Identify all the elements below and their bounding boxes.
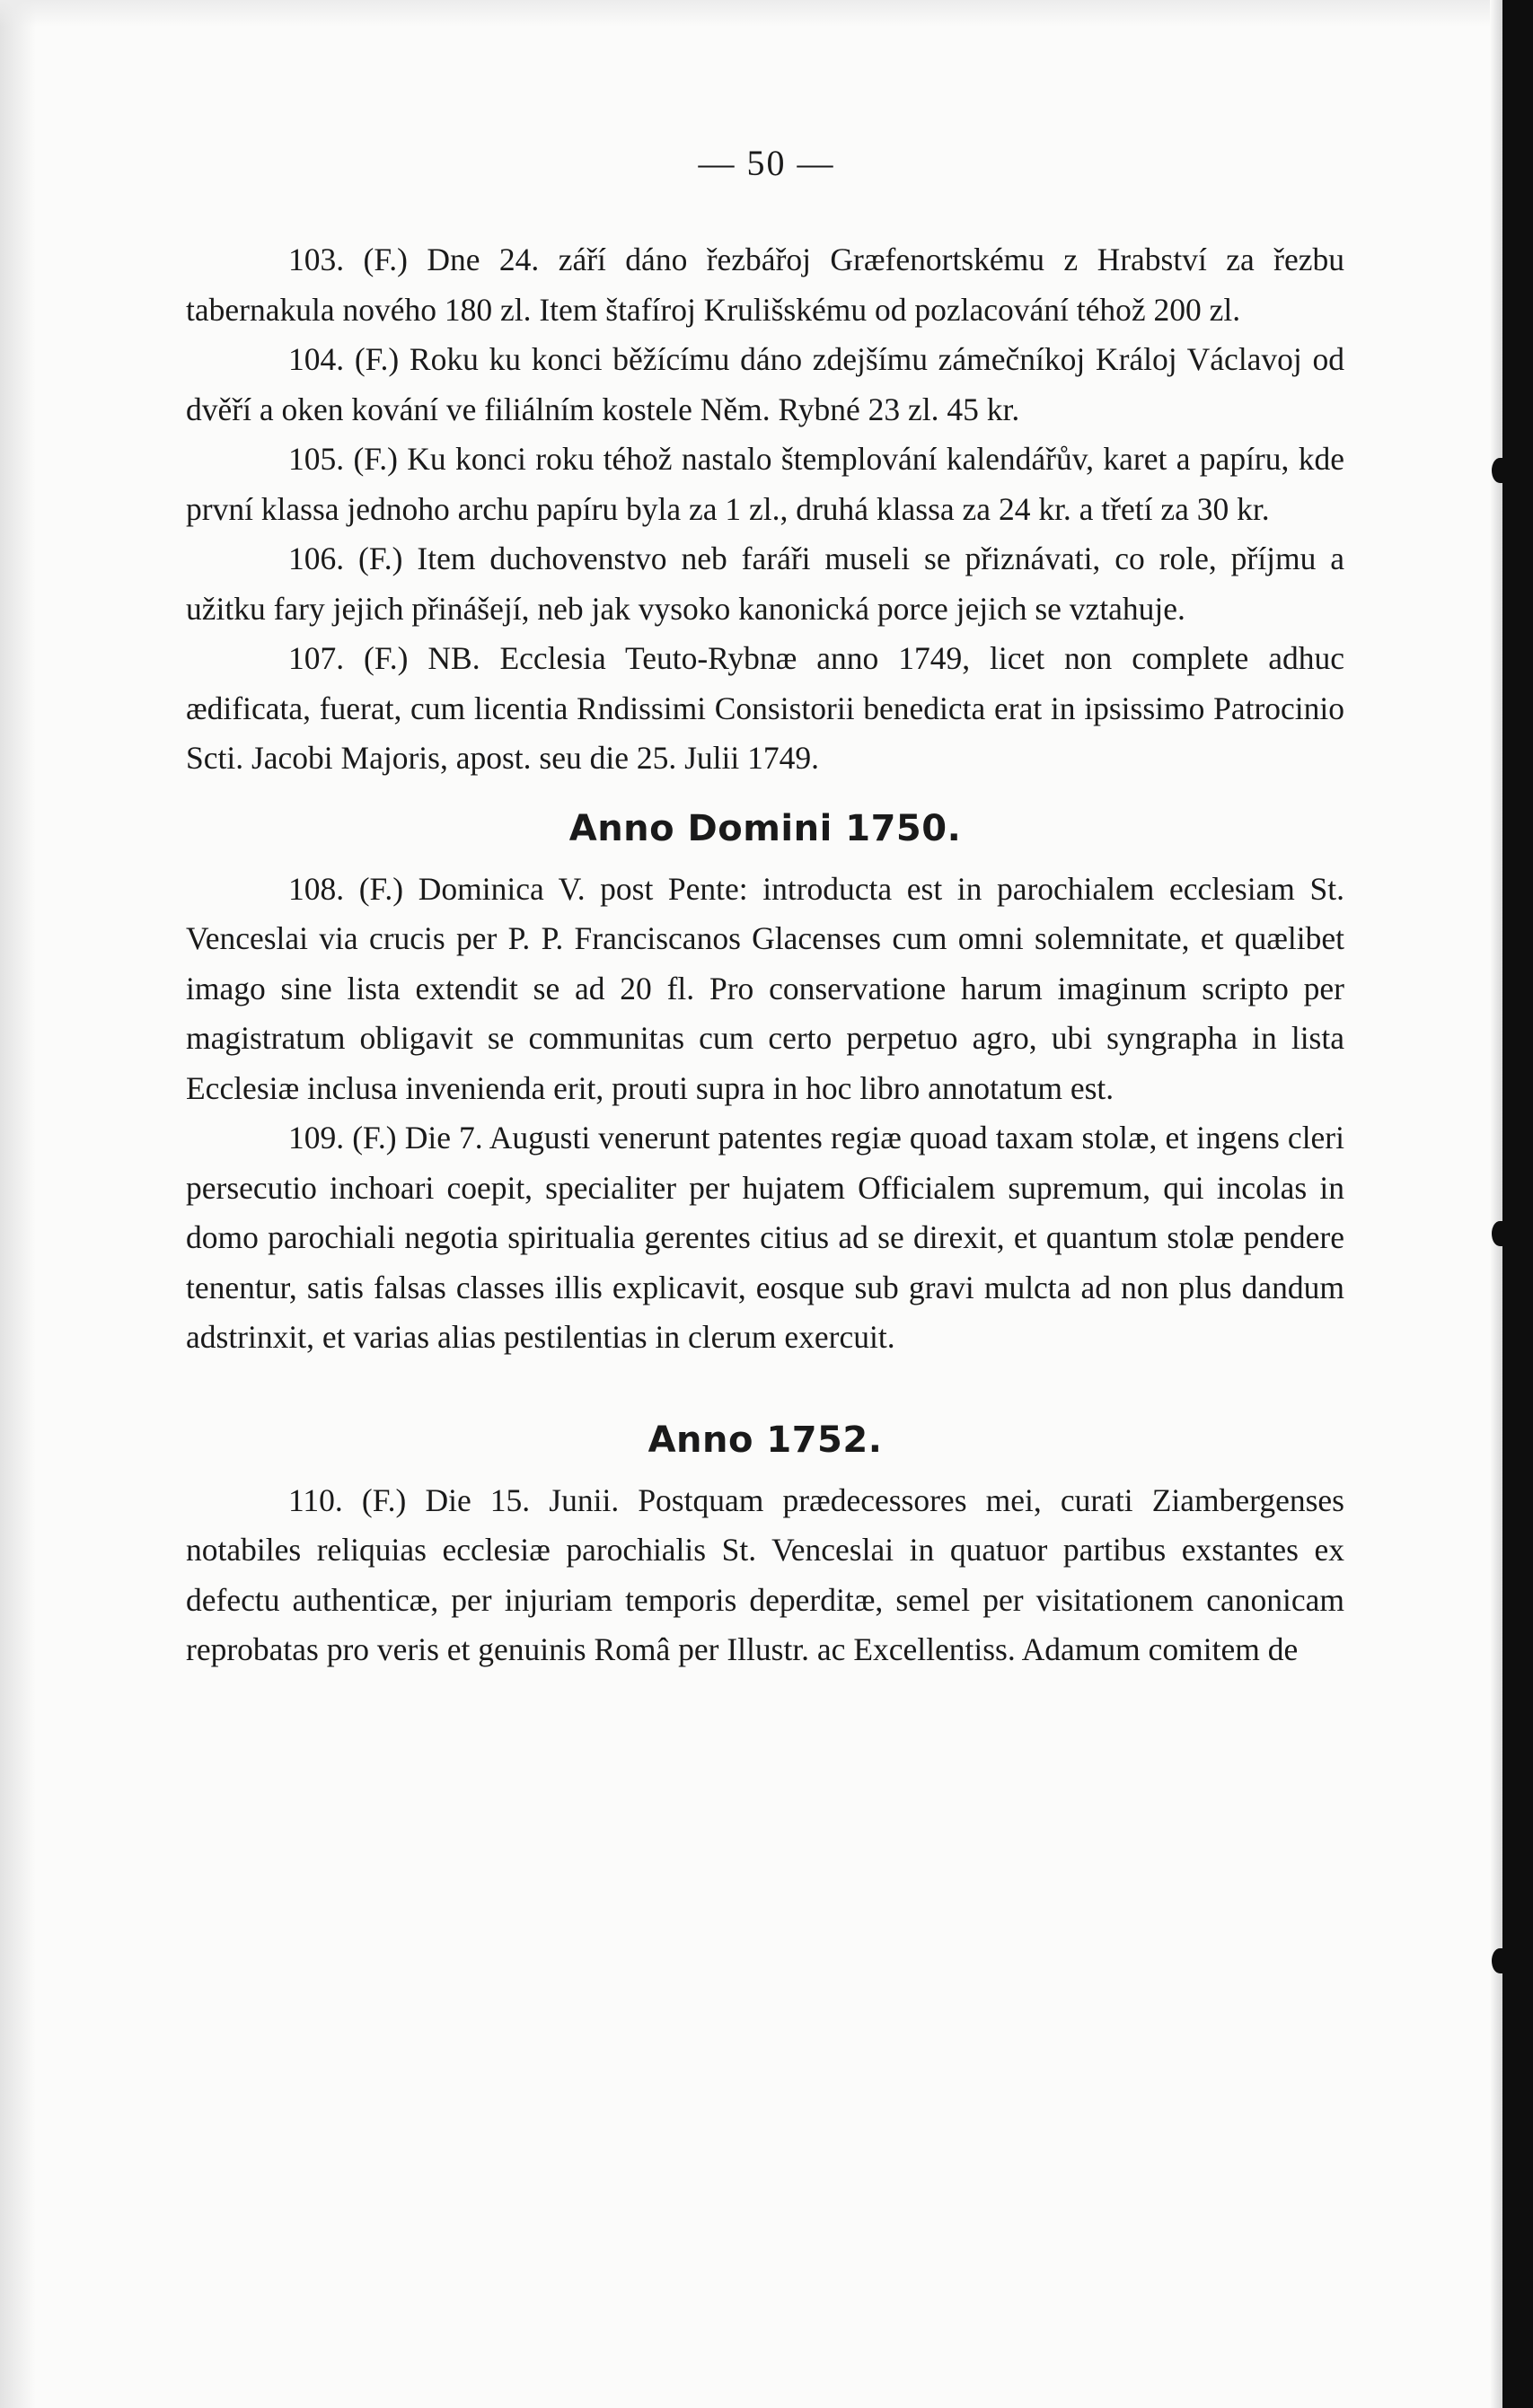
- section-heading-1750: Anno Domini 1750.: [568, 807, 962, 849]
- paragraph-105: 105. (F.) Ku konci roku téhož nastalo štemplování kalendářův, karet a papíru, kde první klassa jednoho archu papíru byla za 1 zl., druhá klassa za 24 kr. a třetí za 30 kr.: [186, 441, 1344, 527]
- binding-mark: [1492, 1948, 1508, 1973]
- page-text: [186, 235, 1344, 1675]
- paragraph-110: 110. (F.) Die 15. Junii. Postquam prædecessores mei, curati Ziambergenses notabiles reliquias ecclesiæ parochialis St. Venceslai in quatuor partibus exstantes ex defectu authenticæ, per injuriam temporis deperditæ, semel per visitationem canonicam reprobatas pro veris et genuinis Româ per Illustr. ac Excellentiss. Adamum comitem de: [186, 1481, 1344, 1667]
- binding-gutter: [1490, 0, 1502, 2408]
- paragraph-104: 104. (F.) Roku ku konci běžícímu dáno zdejšímu zámečníkoj Králoj Václavoj od dvěří a oken kování ve filiálním kostele Něm. Rybné 23 zl. 45 kr.: [186, 341, 1344, 427]
- binding-strip: [1502, 0, 1533, 2408]
- binding-mark: [1492, 1221, 1508, 1246]
- page-number: — 50 —: [698, 143, 835, 183]
- paragraph-106: 106. (F.) Item duchovenstvo neb faráři museli se přiznávati, co role, příjmu a užitku fary jejich přinášejí, neb jak vysoko kanonická porce jejich se vztahuje.: [186, 540, 1344, 627]
- paragraph-103: 103. (F.) Dne 24. září dáno řezbářoj Græfenortskému z Hrabství za řezbu tabernakula nového 180 zl. Item štafíroj Krulišskému od pozlacování téhož 200 zl.: [186, 242, 1344, 328]
- page-edge-shadow: [0, 0, 36, 2408]
- page-top-shadow: [0, 0, 1533, 27]
- section-heading-1752: Anno 1752.: [648, 1419, 883, 1461]
- paragraph-109: 109. (F.) Die 7. Augusti venerunt patentes regiæ quoad taxam stolæ, et ingens cleri persecutio inchoari coepit, specialiter per hujatem Officialem supremum, qui incolas in domo parochiali negotia spiritualia gerentes citius ad se direxit, et quantum stolæ pendere tenentur, satis falsas classes illis explicavit, eosque sub gravi mulcta ad non plus dandum adstrinxit, et varias alias pestilentias in clerum exercuit.: [186, 1120, 1344, 1355]
- paragraph-107: 107. (F.) NB. Ecclesia Teuto-Rybnæ anno 1749, licet non complete adhuc ædificata, fuerat, cum licentia Rndissimi Consistorii benedicta erat in ipsissimo Patrocinio Scti. Jacobi Majoris, apost. seu die 25. Julii 1749.: [186, 640, 1344, 776]
- binding-mark: [1492, 458, 1508, 483]
- paragraph-108: 108. (F.) Dominica V. post Pente: introducta est in parochialem ecclesiam St. Venceslai via crucis per P. P. Franciscanos Glacenses cum omni solemnitate, et quælibet imago sine lista extendit se ad 20 fl. Pro conservatione harum imaginum scripto per magistratum obligavit se communitas cum certo perpetuo agro, ubi syngrapha in lista Ecclesiæ inclusa invenienda erit, prouti supra in hoc libro annotatum est.: [186, 870, 1344, 1106]
